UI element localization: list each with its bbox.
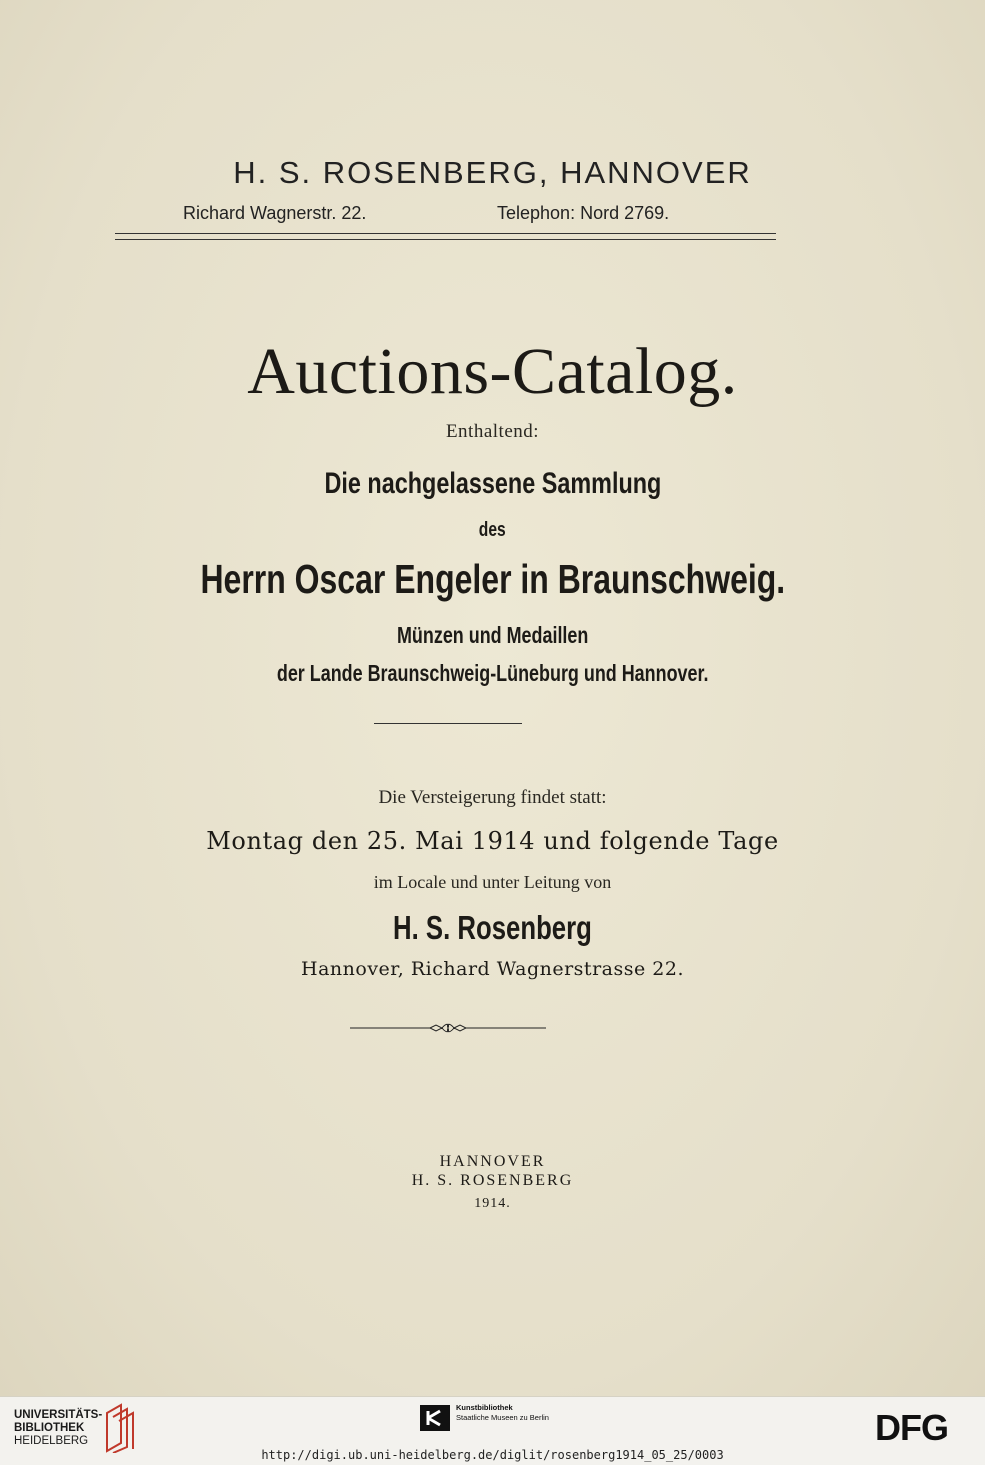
coins-line-text: Münzen und Medaillen: [396, 622, 589, 648]
regions-line: [0, 660, 985, 687]
collection-owner: [0, 555, 985, 603]
imprint-publisher: H. S. ROSENBERG: [411, 1172, 574, 1189]
regions-line-text: der Lande Braunschweig-Lüneburg und Hannover.: [276, 660, 709, 686]
kb-line1: Kunstbibliothek: [456, 1403, 513, 1412]
auctioneer-address: Hannover, Richard Wagnerstrasse 22.: [301, 958, 684, 980]
collection-owner-text: Herrn Oscar Engeler in Braunschweig.: [200, 556, 785, 602]
catalog-title: Auctions-Catalog.: [247, 335, 738, 408]
permalink-url[interactable]: http://digi.ub.uni-heidelberg.de/diglit/rosenberg1914_05_25/0003: [261, 1448, 724, 1462]
header-double-rule: [115, 233, 776, 240]
auctioneer-name-text: H. S. Rosenberg: [393, 909, 592, 946]
imprint-city: HANNOVER: [439, 1153, 546, 1170]
kunstbibliothek-logo-icon: [420, 1405, 450, 1431]
collection-line-text: Die nachgelassene Sammlung: [324, 467, 661, 500]
coins-line: [0, 622, 985, 649]
kb-line2: Staatliche Museen zu Berlin: [456, 1413, 549, 1422]
dfg-logo[interactable]: DFG: [875, 1407, 948, 1448]
auction-place: im Locale und unter Leitung von: [373, 872, 612, 892]
auctioneer-name: [0, 908, 985, 947]
library-mark-icon: [103, 1403, 137, 1453]
ornament-divider: [350, 1021, 546, 1035]
publisher-address: Richard Wagnerstr. 22.: [183, 203, 367, 223]
publisher-phone: Telephon: Nord 2769.: [497, 203, 670, 223]
kunstbibliothek-text: [456, 1403, 549, 1423]
digitization-footer: [0, 1396, 985, 1465]
library-name-line2: BIBLIOTHEK: [14, 1422, 85, 1434]
auction-date: Montag den 25. Mai 1914 und folgende Tage: [206, 827, 779, 855]
library-name-line3: HEIDELBERG: [14, 1435, 89, 1447]
auction-intro: Die Versteigerung findet statt:: [378, 787, 607, 808]
library-name-line1: UNIVERSITÄTS-: [14, 1409, 103, 1421]
divider-rule: [374, 723, 522, 724]
imprint-year: 1914.: [474, 1196, 511, 1211]
collection-des: [0, 517, 985, 542]
publisher-name: H. S. ROSENBERG, HANNOVER: [233, 155, 752, 190]
collection-des-text: des: [479, 519, 506, 541]
collection-line: [0, 466, 985, 501]
containing-label: Enthaltend:: [445, 421, 540, 442]
heidelberg-library-logo[interactable]: [14, 1409, 102, 1448]
